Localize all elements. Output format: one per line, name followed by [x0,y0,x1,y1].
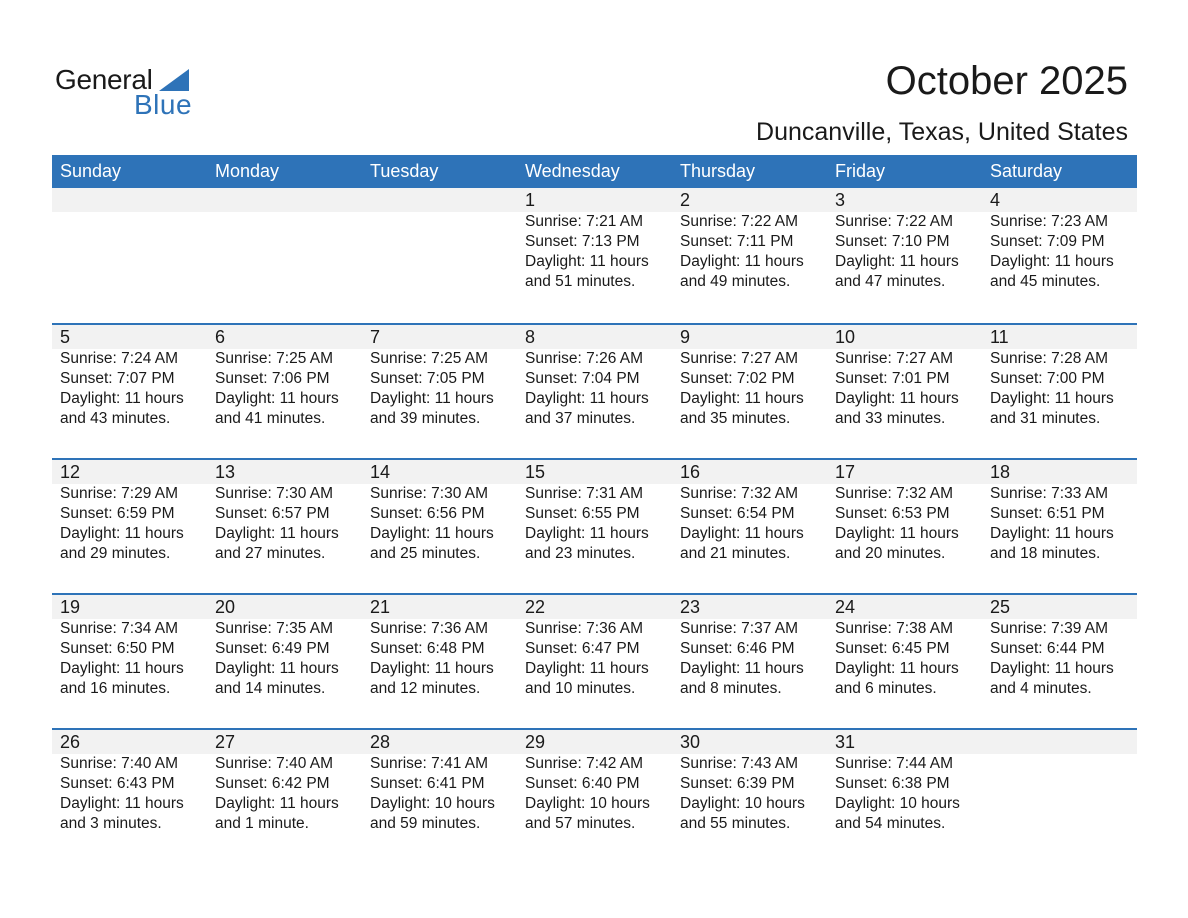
sunset-time: Sunset: 7:06 PM [215,370,330,387]
daylight-minutes: and 27 minutes. [215,545,326,562]
daylight-minutes: and 49 minutes. [680,273,791,290]
day-number: 6 [215,327,226,347]
day-cell [362,325,517,429]
day-cell [517,325,672,429]
day-cell [362,595,517,699]
daylight-minutes: and 31 minutes. [990,410,1101,427]
week-cells [52,730,1137,834]
week-row [52,593,1137,728]
sunset-time: Sunset: 7:11 PM [680,233,794,250]
sunset-time: Sunset: 6:54 PM [680,505,795,522]
day-number: 12 [60,462,81,482]
day-number: 28 [370,732,391,752]
day-cell [52,595,207,699]
day-number: 1 [525,190,536,210]
daylight-hours: Daylight: 11 hours [215,390,339,407]
day-number: 17 [835,462,856,482]
day-number: 23 [680,597,701,617]
daylight-hours: Daylight: 11 hours [680,525,804,542]
brand-logo [55,64,205,120]
day-cell [827,730,982,834]
daylight-hours: Daylight: 10 hours [370,795,495,812]
day-number: 18 [990,462,1011,482]
day-cell [982,188,1137,292]
sunset-time: Sunset: 6:44 PM [990,640,1105,657]
sunset-time: Sunset: 6:53 PM [835,505,950,522]
day-number: 15 [525,462,546,482]
sunrise-time: Sunrise: 7:35 AM [215,620,334,637]
sunrise-time: Sunrise: 7:40 AM [215,755,334,772]
daylight-minutes: and 16 minutes. [60,680,171,697]
sunrise-time: Sunrise: 7:27 AM [680,350,799,367]
daylight-hours: Daylight: 11 hours [525,525,649,542]
day-number: 8 [525,327,536,347]
sunset-time: Sunset: 6:59 PM [60,505,175,522]
sunrise-time: Sunrise: 7:25 AM [215,350,334,367]
daylight-hours: Daylight: 11 hours [990,525,1114,542]
empty-day-cell [362,188,517,292]
weekday-header-wednesday: Wednesday [525,161,620,181]
day-cell [672,188,827,292]
daylight-minutes: and 4 minutes. [990,680,1092,697]
logo-text-blue: Blue [134,89,193,120]
sunset-time: Sunset: 6:51 PM [990,505,1105,522]
daylight-minutes: and 3 minutes. [60,815,162,832]
sunrise-time: Sunrise: 7:44 AM [835,755,954,772]
day-cell [52,730,207,834]
sunset-time: Sunset: 7:04 PM [525,370,640,387]
sunset-time: Sunset: 7:05 PM [370,370,485,387]
sunrise-time: Sunrise: 7:34 AM [60,620,179,637]
calendar-grid [52,155,1137,863]
sunrise-time: Sunrise: 7:36 AM [370,620,489,637]
daylight-hours: Daylight: 11 hours [215,660,339,677]
day-cell [207,595,362,699]
weekday-header-tuesday: Tuesday [370,161,439,181]
day-cell [672,595,827,699]
day-number: 4 [990,190,1001,210]
daylight-hours: Daylight: 11 hours [370,390,494,407]
day-cell [52,325,207,429]
daylight-hours: Daylight: 11 hours [835,660,959,677]
sunrise-time: Sunrise: 7:22 AM [835,213,954,230]
day-cell [207,325,362,429]
daylight-hours: Daylight: 11 hours [60,795,184,812]
daylight-minutes: and 43 minutes. [60,410,171,427]
daylight-hours: Daylight: 11 hours [990,660,1114,677]
sunrise-time: Sunrise: 7:42 AM [525,755,644,772]
weekday-header-friday: Friday [835,161,886,181]
day-cell [672,730,827,834]
sunset-time: Sunset: 6:39 PM [680,775,795,792]
week-row [52,458,1137,593]
daylight-hours: Daylight: 11 hours [680,660,804,677]
empty-day-cell [982,730,1137,834]
day-cell [207,460,362,564]
daylight-minutes: and 25 minutes. [370,545,481,562]
sunset-time: Sunset: 7:07 PM [60,370,175,387]
sunrise-time: Sunrise: 7:41 AM [370,755,489,772]
sunrise-time: Sunrise: 7:32 AM [835,485,954,502]
week-cells [52,188,1137,292]
daylight-minutes: and 18 minutes. [990,545,1101,562]
day-cell [982,325,1137,429]
daylight-minutes: and 51 minutes. [525,273,636,290]
sunset-time: Sunset: 6:55 PM [525,505,640,522]
week-cells [52,595,1137,699]
daylight-hours: Daylight: 10 hours [835,795,960,812]
sunset-time: Sunset: 6:45 PM [835,640,950,657]
sunrise-time: Sunrise: 7:40 AM [60,755,179,772]
weekday-header-sunday: Sunday [60,161,122,181]
sunset-time: Sunset: 6:40 PM [525,775,640,792]
day-number: 3 [835,190,846,210]
day-number: 31 [835,732,856,752]
daylight-minutes: and 54 minutes. [835,815,946,832]
sunrise-time: Sunrise: 7:25 AM [370,350,489,367]
sunrise-time: Sunrise: 7:30 AM [370,485,489,502]
daylight-hours: Daylight: 11 hours [835,390,959,407]
day-cell [827,188,982,292]
day-number: 21 [370,597,391,617]
sunset-time: Sunset: 7:13 PM [525,233,640,250]
day-number: 16 [680,462,701,482]
day-cell [362,730,517,834]
sunset-time: Sunset: 6:50 PM [60,640,175,657]
week-row [52,188,1137,323]
calendar-weeks [52,188,1137,863]
sunrise-time: Sunrise: 7:33 AM [990,485,1109,502]
daylight-hours: Daylight: 11 hours [60,660,184,677]
sunrise-time: Sunrise: 7:24 AM [60,350,179,367]
daylight-hours: Daylight: 11 hours [60,525,184,542]
day-number: 27 [215,732,236,752]
sunrise-time: Sunrise: 7:22 AM [680,213,799,230]
sunrise-time: Sunrise: 7:38 AM [835,620,954,637]
daylight-minutes: and 41 minutes. [215,410,326,427]
sunset-time: Sunset: 6:57 PM [215,505,330,522]
daylight-minutes: and 6 minutes. [835,680,937,697]
sunrise-time: Sunrise: 7:36 AM [525,620,644,637]
daylight-hours: Daylight: 11 hours [835,525,959,542]
sunset-time: Sunset: 7:10 PM [835,233,950,250]
daylight-minutes: and 35 minutes. [680,410,791,427]
sunrise-time: Sunrise: 7:28 AM [990,350,1109,367]
day-cell [517,595,672,699]
daylight-minutes: and 37 minutes. [525,410,636,427]
day-number: 24 [835,597,856,617]
daylight-hours: Daylight: 10 hours [680,795,805,812]
week-row [52,728,1137,863]
day-cell [362,460,517,564]
sunset-time: Sunset: 7:01 PM [835,370,950,387]
day-cell [982,595,1137,699]
sunset-time: Sunset: 6:56 PM [370,505,485,522]
daylight-minutes: and 23 minutes. [525,545,636,562]
day-number: 25 [990,597,1011,617]
sunrise-time: Sunrise: 7:27 AM [835,350,954,367]
daylight-minutes: and 47 minutes. [835,273,946,290]
sunrise-time: Sunrise: 7:43 AM [680,755,799,772]
daylight-hours: Daylight: 11 hours [835,253,959,270]
sunrise-time: Sunrise: 7:39 AM [990,620,1109,637]
sunset-time: Sunset: 7:00 PM [990,370,1105,387]
week-cells [52,325,1137,429]
empty-day-cell [207,188,362,292]
day-number: 29 [525,732,546,752]
sunset-time: Sunset: 7:09 PM [990,233,1105,250]
daylight-hours: Daylight: 11 hours [60,390,184,407]
sunrise-time: Sunrise: 7:21 AM [525,213,644,230]
daylight-hours: Daylight: 11 hours [680,390,804,407]
daylight-minutes: and 59 minutes. [370,815,481,832]
sunrise-time: Sunrise: 7:31 AM [525,485,644,502]
sunset-time: Sunset: 6:49 PM [215,640,330,657]
sunset-time: Sunset: 6:48 PM [370,640,485,657]
day-cell [517,730,672,834]
day-number: 30 [680,732,701,752]
daylight-minutes: and 14 minutes. [215,680,326,697]
daylight-hours: Daylight: 11 hours [525,253,649,270]
day-cell [207,730,362,834]
day-number: 5 [60,327,71,347]
daylight-hours: Daylight: 11 hours [370,525,494,542]
sunset-time: Sunset: 7:02 PM [680,370,795,387]
day-number: 20 [215,597,236,617]
logo-triangle-icon [159,69,189,91]
day-number: 11 [990,327,1009,347]
sunrise-time: Sunrise: 7:37 AM [680,620,799,637]
weekday-header-saturday: Saturday [990,161,1063,181]
daylight-hours: Daylight: 11 hours [215,525,339,542]
daylight-minutes: and 33 minutes. [835,410,946,427]
daylight-hours: Daylight: 10 hours [525,795,650,812]
day-number: 2 [680,190,691,210]
day-cell [517,460,672,564]
daylight-minutes: and 21 minutes. [680,545,791,562]
weekday-header-thursday: Thursday [680,161,756,181]
week-row [52,323,1137,458]
week-cells [52,460,1137,564]
daylight-minutes: and 10 minutes. [525,680,636,697]
daylight-minutes: and 29 minutes. [60,545,171,562]
daylight-minutes: and 57 minutes. [525,815,636,832]
sunrise-time: Sunrise: 7:29 AM [60,485,179,502]
day-cell [672,325,827,429]
sunrise-time: Sunrise: 7:26 AM [525,350,644,367]
day-cell [982,460,1137,564]
day-number: 10 [835,327,856,347]
daylight-minutes: and 55 minutes. [680,815,791,832]
day-number: 14 [370,462,391,482]
day-cell [517,188,672,292]
day-cell [827,595,982,699]
daylight-hours: Daylight: 11 hours [680,253,804,270]
day-cell [672,460,827,564]
weekday-header-monday: Monday [215,161,280,181]
daylight-minutes: and 12 minutes. [370,680,481,697]
daylight-hours: Daylight: 11 hours [215,795,339,812]
sunset-time: Sunset: 6:46 PM [680,640,795,657]
daylight-hours: Daylight: 11 hours [370,660,494,677]
empty-day-cell [52,188,207,292]
logo-text-general: General [55,64,153,95]
day-number: 22 [525,597,546,617]
daylight-hours: Daylight: 11 hours [990,390,1114,407]
day-number: 13 [215,462,236,482]
daylight-minutes: and 8 minutes. [680,680,782,697]
day-number: 19 [60,597,81,617]
day-number: 7 [370,327,381,347]
daylight-minutes: and 1 minute. [215,815,309,832]
daylight-hours: Daylight: 11 hours [525,390,649,407]
daylight-minutes: and 45 minutes. [990,273,1101,290]
day-number: 26 [60,732,81,752]
sunset-time: Sunset: 6:41 PM [370,775,485,792]
day-number: 9 [680,327,691,347]
day-cell [827,325,982,429]
day-cell [52,460,207,564]
daylight-hours: Daylight: 11 hours [525,660,649,677]
sunset-time: Sunset: 6:42 PM [215,775,330,792]
page-title: October 2025 [885,59,1128,103]
daylight-hours: Daylight: 11 hours [990,253,1114,270]
daylight-minutes: and 39 minutes. [370,410,481,427]
sunset-time: Sunset: 6:47 PM [525,640,640,657]
sunset-time: Sunset: 6:38 PM [835,775,950,792]
sunrise-time: Sunrise: 7:23 AM [990,213,1109,230]
day-cell [827,460,982,564]
sunrise-time: Sunrise: 7:32 AM [680,485,799,502]
daylight-minutes: and 20 minutes. [835,545,946,562]
location-subtitle: Duncanville, Texas, United States [756,118,1128,146]
weekday-header-row [52,155,1137,188]
sunrise-time: Sunrise: 7:30 AM [215,485,334,502]
sunset-time: Sunset: 6:43 PM [60,775,175,792]
